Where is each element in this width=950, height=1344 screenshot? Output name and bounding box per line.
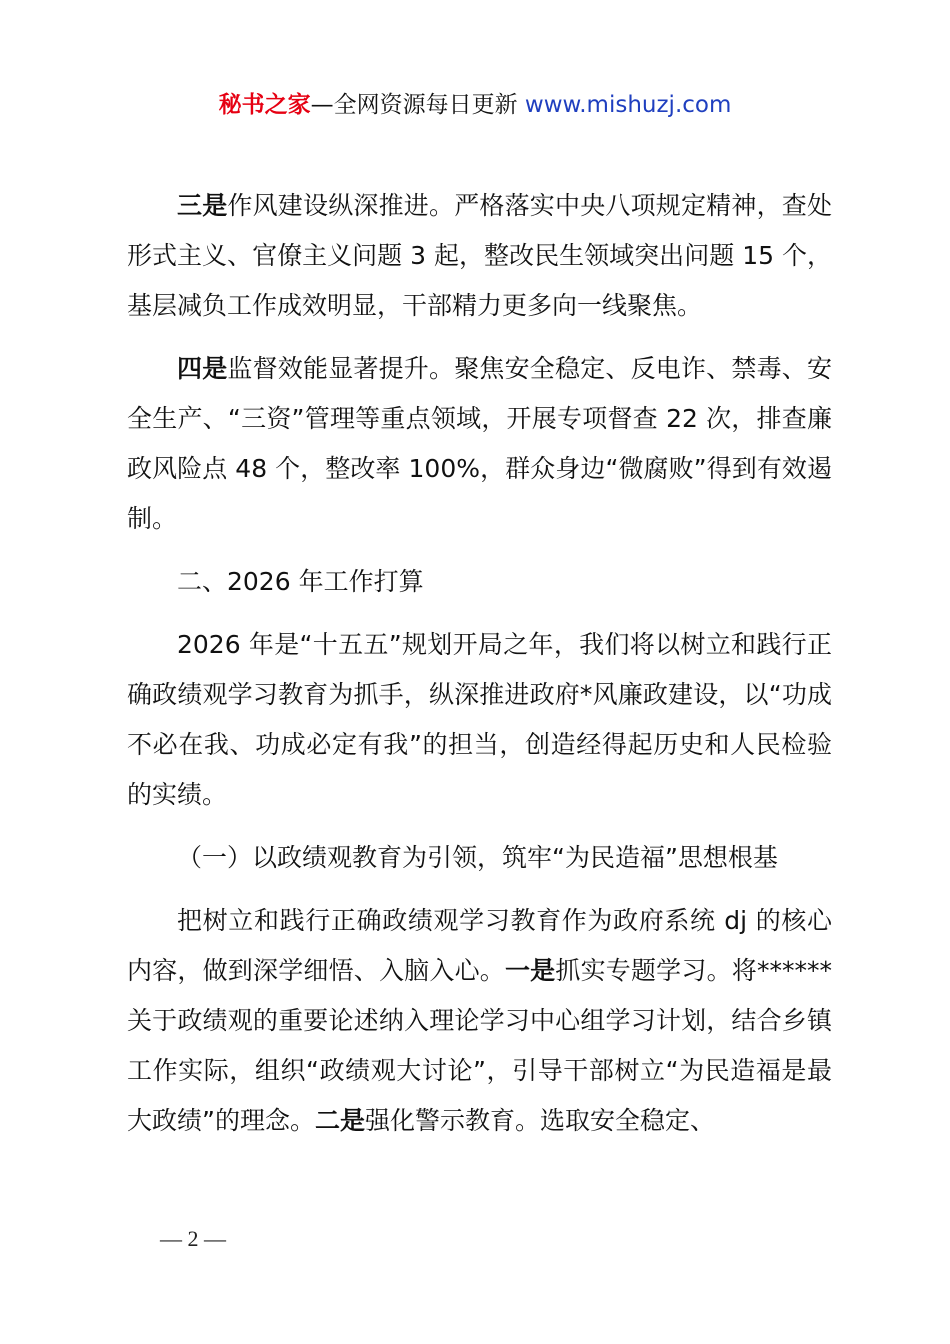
paragraph-lead: 一是 xyxy=(504,956,556,985)
document-body xyxy=(127,181,832,1159)
paragraph-2026-intro: 2026 年是“十五五”规划开局之年，我们将以树立和践行正确政绩观学习教育为抓手，纵深推进政府*风廉政建设，以“功成不必在我、功成必定有我”的担当，创造经得起历史和人民检验的实绩。 xyxy=(127,630,832,809)
banner-brand: 秘书之家 xyxy=(218,92,311,118)
page-number: — 2 — xyxy=(160,1226,226,1251)
paragraph-lead: 四是 xyxy=(177,354,228,383)
banner-tagline: —全网资源每日更新 xyxy=(310,92,525,118)
paragraph-text: 抓实专题学习。将******关于政绩观的重要论述纳入理论学习中心组学习计划，结合乡镇工作实际，组织“政绩观大讨论”，引导干部树立“为民造福是最大政绩”的理念。 xyxy=(127,956,832,1135)
site-banner xyxy=(0,88,950,122)
paragraph-text: 作风建设纵深推进。严格落实中央八项规定精神，查处形式主义、官僚主义问题 3 起，整改民生领域突出问题 15 个，基层减负工作成效明显，干部精力更多向一线聚焦。 xyxy=(127,191,832,320)
paragraph-text: 把树立和践行正确政绩观学习教育作为政府系统 dj 的核心内容，做到深学细悟、入脑入心。 xyxy=(127,906,832,985)
paragraph-lead: 三是 xyxy=(177,191,228,220)
paragraph-text: 监督效能显著提升。聚焦安全稳定、反电诈、禁毒、安全生产、“三资”管理等重点领域，开展专项督查 22 次，排查廉政风险点 48 个，整改率 100%，群众身边“微腐败”得到有效遏制。 xyxy=(127,354,832,533)
section-heading-2026-plan: 二、2026 年工作打算 xyxy=(177,567,424,596)
paragraph-point-three xyxy=(127,181,832,331)
paragraph-point-four xyxy=(127,344,832,544)
subsection-heading-one: （一）以政绩观教育为引领，筑牢“为民造福”思想根基 xyxy=(177,843,778,872)
paragraph-lead: 二是 xyxy=(314,1106,365,1135)
paragraph-subsection-one-body xyxy=(127,896,832,1146)
banner-url-link[interactable]: www.mishuzj.com xyxy=(524,92,732,118)
paragraph-text: 强化警示教育。选取安全稳定、 xyxy=(364,1106,715,1135)
